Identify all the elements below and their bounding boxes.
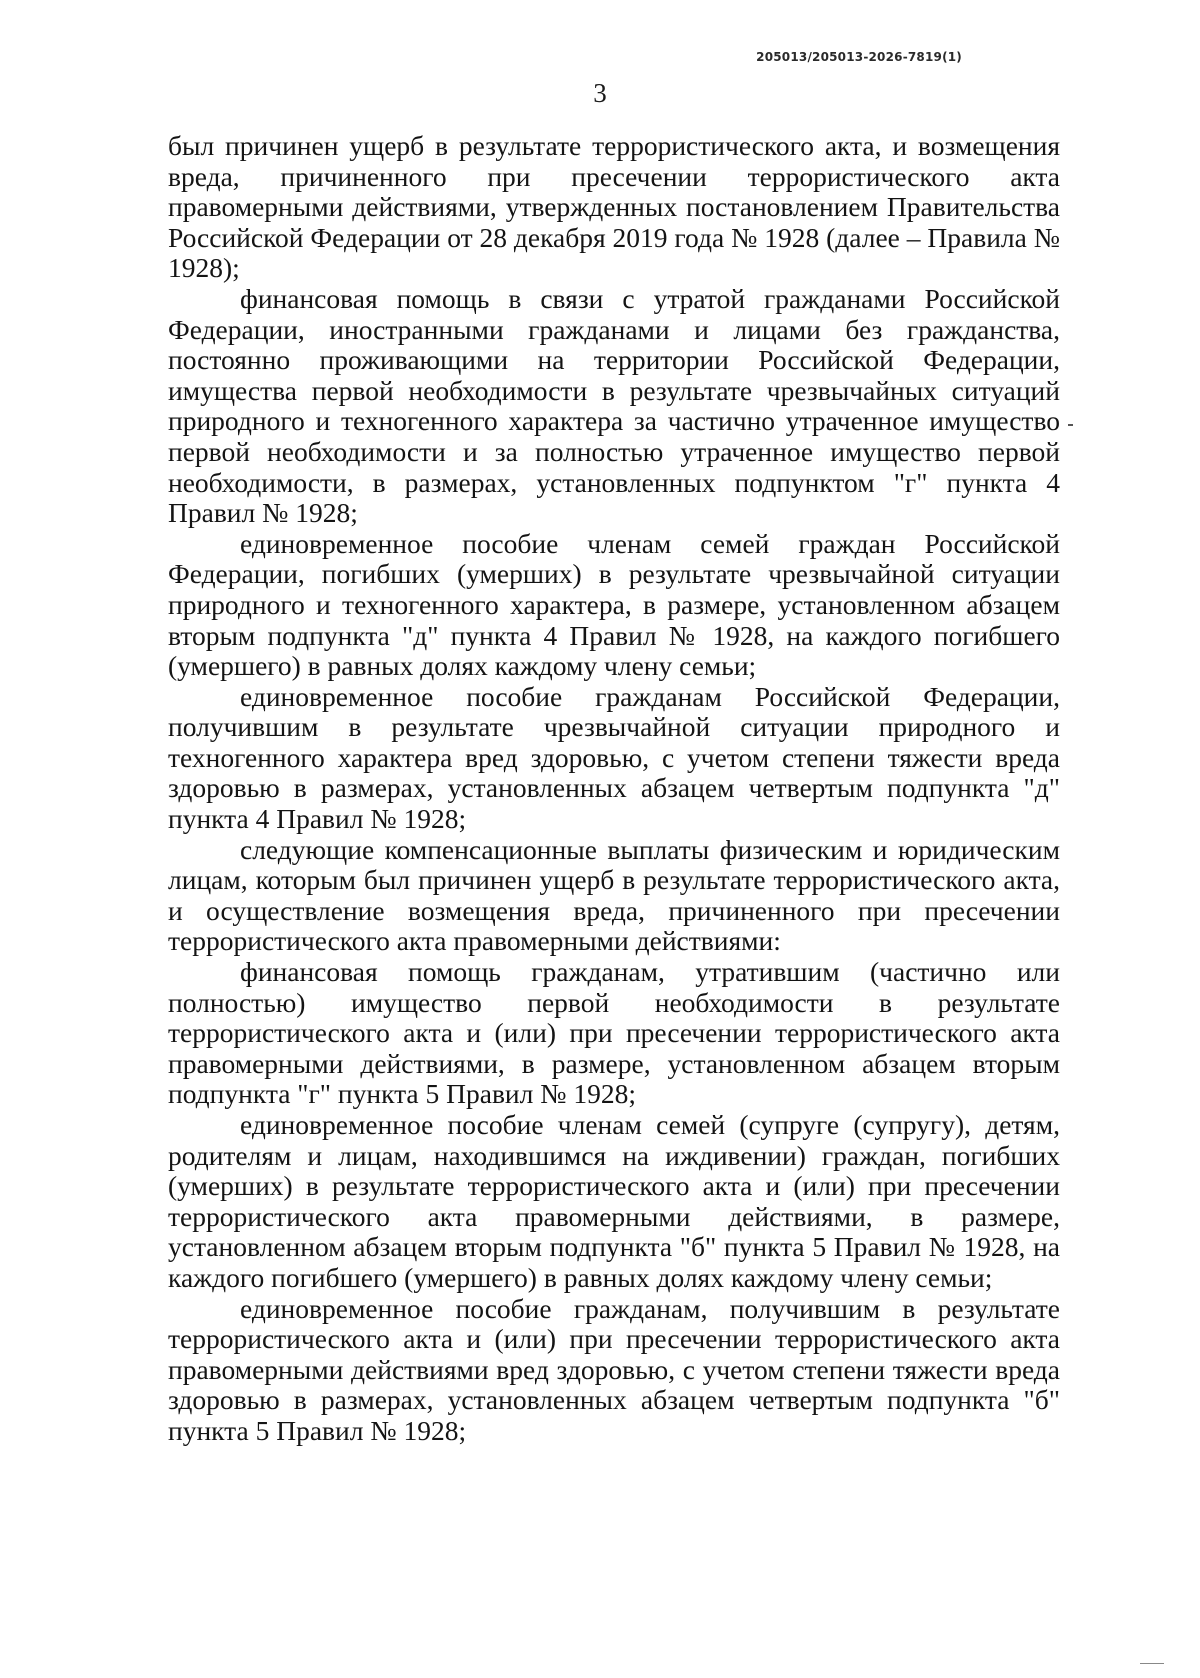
scan-mark (1140, 1663, 1164, 1664)
paragraph: единовременное пособие гражданам Российской Федерации, получившим в результате чрезвычайной ситуации природного и техногенного характера вред здоровью, с учетом степени тяжести вреда здоровью в размерах, установленных абзацем четвертым подпункта "д" пункта 4 Правил № 1928; (168, 680, 1060, 835)
page-number: 3 (593, 78, 607, 108)
document-body (168, 131, 1060, 1447)
paragraph: единовременное пособие членам семей граждан Российской Федерации, погибших (умерших) в результате чрезвычайной ситуации природного и техногенного характера, в размере, установленном абзацем вторым подпункта "д" пункта 4 Правил № 1928, на каждого погибшего (умершего) в равных долях каждому члену семьи; (168, 527, 1060, 682)
paragraph: единовременное пособие гражданам, получившим в результате террористического акта и (или) при пресечении террористического акта правомерными действиями вред здоровью, с учетом степени тяжести вреда здоровью в размерах, установленных абзацем четвертым подпункта "б" пункта 5 Правил № 1928; (168, 1292, 1060, 1446)
paragraph: финансовая помощь в связи с утратой гражданами Российской Федерации, иностранными гражданами и лицами без гражданства, постоянно проживающими на территории Российской Федерации, имущества первой необходимости в результате чрезвычайных ситуаций природного и техногенного характера за частично утраченное имущество первой необходимости и за полностью утраченное имущество первой необходимости, в размерах, установленных подпунктом "г" пункта 4 Правил № 1928; (168, 282, 1060, 529)
scan-mark (1068, 424, 1073, 426)
paragraph: следующие компенсационные выплаты физическим и юридическим лицам, которым был причинен ущерб в результате террористического акта, и осуществление возмещения вреда, причиненного при пресечении террористического акта правомерными действиями: (168, 833, 1060, 957)
paragraph: финансовая помощь гражданам, утратившим (частично или полностью) имущество первой необходимости в результате террористического акта и (или) при пресечении террористического акта правомерными действиями, в размере, установленном абзацем вторым подпункта "г" пункта 5 Правил № 1928; (168, 956, 1060, 1110)
paragraph: единовременное пособие членам семей (супруге (супругу), детям, родителям и лицам, находившимся на иждивении) граждан, погибших (умерших) в результате террористического акта и (или) при пресечении террористического акта правомерными действиями, в размере, установленном абзацем вторым подпункта "б" пункта 5 Правил № 1928, на каждого погибшего (умершего) в равных долях каждому члену семьи; (168, 1109, 1060, 1293)
paragraph: был причинен ущерб в результате террористического акта, и возмещения вреда, причиненного при пресечении террористического акта правомерными действиями, утвержденных постановлением Правительства Российской Федерации от 28 декабря 2019 года № 1928 (далее – Правила № 1928); (168, 130, 1060, 284)
document-id: 205013/205013-2026-7819(1) (756, 50, 962, 64)
